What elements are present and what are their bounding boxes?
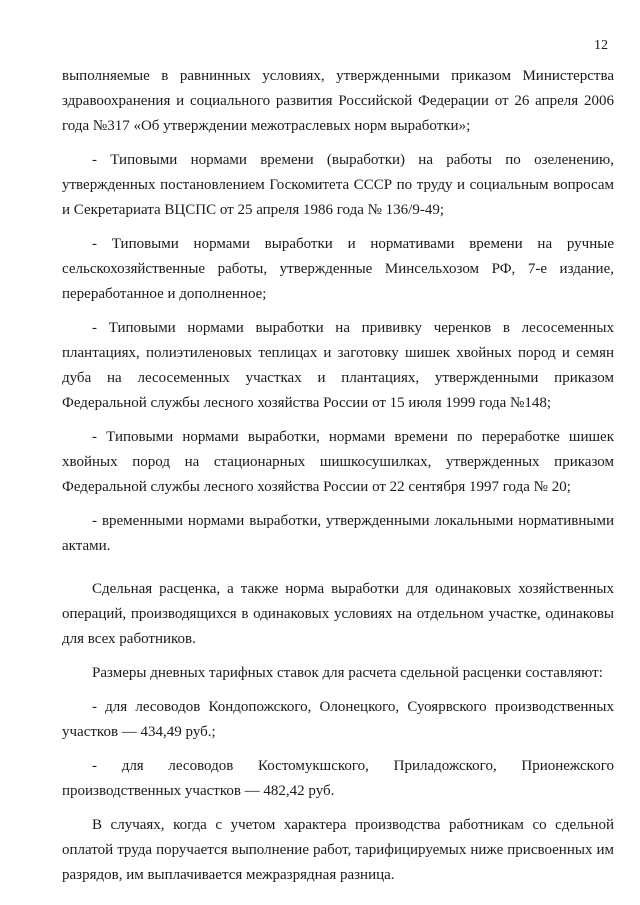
paragraph-7: Сдельная расценка, а также норма выработки для одинаковых хозяйственных операций, производящихся в одинаковых условиях на отдельном участке, одинаковы для всех работников. xyxy=(62,581,614,647)
paragraph-3: - Типовыми нормами выработки и нормативами времени на ручные сельскохозяйственные работы, утвержденные Минсельхозом РФ, 7-е издание, переработанное и дополненное; xyxy=(62,236,614,302)
paragraph-5: - Типовыми нормами выработки, нормами времени по переработке шишек хвойных пород на стационарных шишкосушилках, утвержденных приказом Федеральной службы лесного хозяйства России от 22 сентября 1997 года № 20; xyxy=(62,429,614,495)
page-number: 12 xyxy=(594,38,608,53)
paragraph-10: - для лесоводов Костомукшского, Приладожского, Прионежского производственных участков — 482,42 руб. xyxy=(62,758,614,799)
paragraph-1: выполняемые в равнинных условиях, утвержденными приказом Министерства здравоохранения и социального развития Российской Федерации от 26 апреля 2006 года №317 «Об утверждении межотраслевых норм выработки»; xyxy=(62,68,614,134)
document-body xyxy=(62,64,614,888)
paragraph-4: - Типовыми нормами выработки на прививку черенков в лесосеменных плантациях, полиэтиленовых теплицах и заготовку шишек хвойных пород и семян дуба на лесосеменных участках и плантациях, утвержденными приказом Федеральной службы лесного хозяйства России от 15 июля 1999 года №148; xyxy=(62,320,614,411)
paragraph-9: - для лесоводов Кондопожского, Олонецкого, Суоярвского производственных участков — 434,49 руб.; xyxy=(62,699,614,740)
paragraph-2: - Типовыми нормами времени (выработки) на работы по озеленению, утвержденных постановлением Госкомитета СССР по труду и социальным вопросам и Секретариата ВЦСПС от 25 апреля 1986 года № 136/9-49; xyxy=(62,152,614,218)
paragraph-11: В случаях, когда с учетом характера производства работникам со сдельной оплатой труда поручается выполнение работ, тарифицируемых ниже присвоенных им разрядов, им выплачивается межразрядная разница. xyxy=(62,817,614,883)
paragraph-8: Размеры дневных тарифных ставок для расчета сдельной расценки составляют: xyxy=(92,665,603,681)
paragraph-6: - временными нормами выработки, утвержденными локальными нормативными актами. xyxy=(62,513,614,554)
